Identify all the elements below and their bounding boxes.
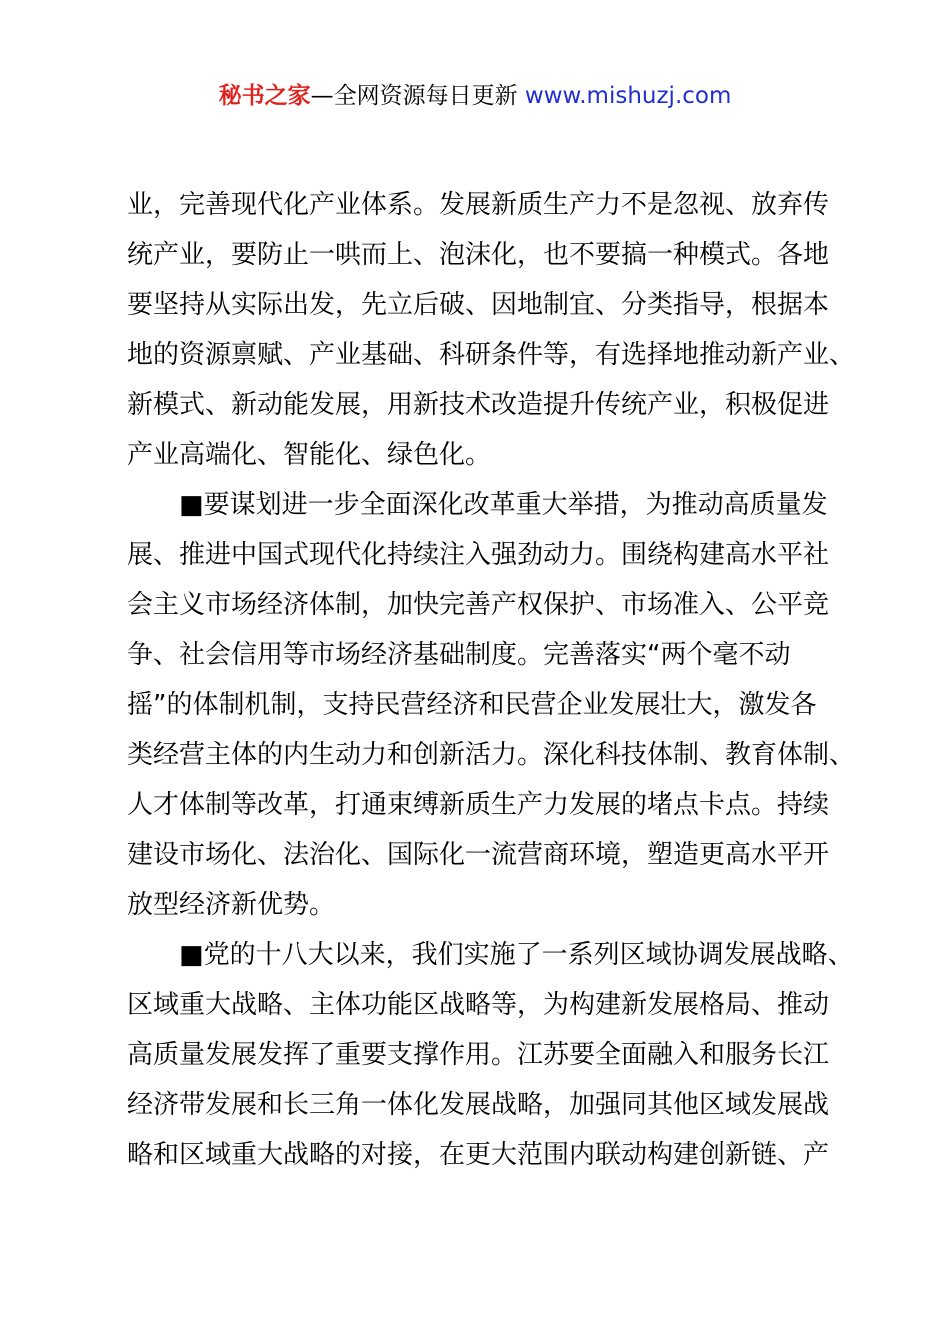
text-line: 争、社会信用等市场经济基础制度。完善落实“两个毫不动 (127, 640, 791, 670)
text-line: 业，完善现代化产业体系。发展新质生产力不是忽视、放弃传 (127, 190, 830, 220)
text-line: 区域重大战略、主体功能区战略等，为构建新发展格局、推动 (127, 990, 830, 1020)
text-line: ■要谋划进一步全面深化改革重大举措，为推动高质量发 (127, 490, 828, 520)
text-line: 放型经济新优势。 (127, 890, 336, 920)
text-line: 统产业，要防止一哄而上、泡沫化，也不要搞一种模式。各地 (127, 240, 830, 270)
text-line: ■党的十八大以来，我们实施了一系列区域协调发展战略、 (127, 940, 854, 970)
text-line: 建设市场化、法治化、国际化一流营商环境，塑造更高水平开 (127, 840, 830, 870)
site-tagline: —全网资源每日更新 (310, 83, 518, 109)
text-line: 经济带发展和长三角一体化发展战略，加强同其他区域发展战 (127, 1090, 830, 1120)
site-brand: 秘书之家 (218, 83, 311, 109)
text-line: 地的资源禀赋、产业基础、科研条件等，有选择地推动新产业、 (127, 340, 856, 370)
text-line: 会主义市场经济体制，加快完善产权保护、市场准入、公平竞 (127, 590, 830, 620)
text-line: 展、推进中国式现代化持续注入强劲动力。围绕构建高水平社 (127, 540, 830, 570)
document-body (127, 180, 856, 1180)
text-line: 产业高端化、智能化、绿色化。 (127, 440, 492, 470)
text-line: 要坚持从实际出发，先立后破、因地制宜、分类指导，根据本 (127, 290, 830, 320)
text-line: 高质量发展发挥了重要支撑作用。江苏要全面融入和服务长江 (127, 1040, 830, 1070)
text-line: 略和区域重大战略的对接，在更大范围内联动构建创新链、产 (127, 1140, 830, 1170)
text-line: 新模式、新动能发展，用新技术改造提升传统产业，积极促进 (127, 390, 830, 420)
site-url-link[interactable]: www.mishuzj.com (524, 83, 732, 109)
text-line: 类经营主体的内生动力和创新活力。深化科技体制、教育体制、 (127, 740, 856, 770)
text-line: 摇”的体制机制，支持民营经济和民营企业发展壮大，激发各 (127, 690, 817, 720)
page-header (0, 80, 950, 112)
text-line: 人才体制等改革，打通束缚新质生产力发展的堵点卡点。持续 (127, 790, 830, 820)
